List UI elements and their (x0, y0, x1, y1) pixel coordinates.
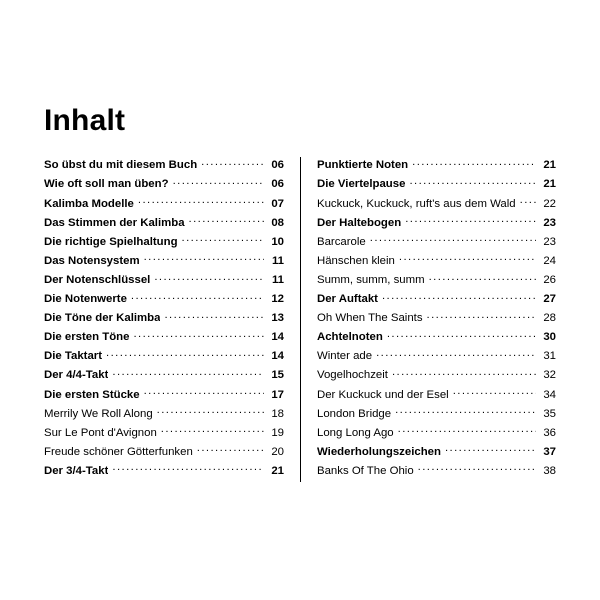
toc-entry-label: Die Taktart (44, 351, 103, 363)
toc-leader-dots (429, 272, 536, 283)
toc-leader-dots (387, 329, 536, 340)
toc-leader-dots (112, 367, 264, 378)
toc-entry[interactable] (44, 405, 284, 424)
toc-entry[interactable] (317, 176, 556, 195)
toc-entry-page-number: 27 (543, 293, 556, 306)
toc-leader-dots (382, 291, 536, 302)
toc-leader-dots (418, 463, 536, 474)
toc-entry-page-number: 28 (543, 312, 556, 325)
toc-entry-page-number: 26 (543, 273, 556, 286)
toc-entry[interactable] (44, 329, 284, 348)
toc-entry-page-number: 36 (543, 426, 556, 439)
toc-entry-label: Freude schöner Götterfunken (44, 446, 193, 458)
toc-entry-page-number: 14 (271, 350, 284, 363)
toc-leader-dots (445, 443, 536, 454)
toc-leader-dots (399, 252, 536, 263)
toc-entry-label: Wie oft soll man üben? (44, 179, 169, 191)
toc-entry-label: Banks Of The Ohio (317, 465, 414, 477)
toc-leader-dots (392, 367, 536, 378)
toc-entry[interactable] (44, 252, 284, 271)
toc-entry[interactable] (317, 195, 556, 214)
toc-leader-dots (376, 348, 536, 359)
toc-entry-label: Oh When The Saints (317, 313, 423, 325)
toc-entry-label: Achtelnoten (317, 332, 383, 344)
toc-entry-label: Summ, summ, summ (317, 274, 425, 286)
toc-entry[interactable] (317, 272, 556, 291)
toc-entry-label: London Bridge (317, 408, 392, 420)
toc-entry-page-number: 07 (271, 197, 284, 210)
toc-entry[interactable] (317, 310, 556, 329)
toc-entry-page-number: 21 (543, 159, 556, 172)
toc-entry[interactable] (44, 424, 284, 443)
toc-entry[interactable] (44, 443, 284, 462)
toc-entry-label: Die ersten Stücke (44, 389, 140, 401)
toc-leader-dots (133, 329, 264, 340)
toc-leader-dots (182, 233, 264, 244)
toc-leader-dots (106, 348, 264, 359)
toc-entry-page-number: 17 (271, 388, 284, 401)
toc-entry-page-number: 34 (543, 388, 556, 401)
toc-entry-page-number: 21 (543, 178, 556, 191)
toc-entry-page-number: 10 (271, 235, 284, 248)
toc-entry-page-number: 12 (271, 293, 284, 306)
toc-leader-dots (144, 252, 264, 263)
toc-leader-dots (144, 386, 264, 397)
toc-entry-label: Das Stimmen der Kalimba (44, 217, 185, 229)
toc-entry[interactable] (317, 214, 556, 233)
toc-entry[interactable] (317, 157, 556, 176)
toc-leader-dots (370, 233, 536, 244)
toc-entry-page-number: 21 (271, 464, 284, 477)
toc-leader-dots (154, 272, 264, 283)
toc-entry-label: Die Töne der Kalimba (44, 313, 161, 325)
toc-entry-label: Der 4/4-Takt (44, 370, 109, 382)
toc-entry-label: Wiederholungszeichen (317, 446, 441, 458)
toc-entry-page-number: 18 (271, 407, 284, 420)
toc-leader-dots (395, 405, 536, 416)
toc-entry-page-number: 13 (271, 312, 284, 325)
toc-entry-label: Vogelhochzeit (317, 370, 388, 382)
toc-entry[interactable] (317, 424, 556, 443)
toc-entry[interactable] (44, 157, 284, 176)
toc-column-left (44, 157, 300, 482)
toc-entry-page-number: 32 (543, 369, 556, 382)
toc-entry-label: So übst du mit diesem Buch (44, 160, 198, 172)
toc-entry-page-number: 22 (543, 197, 556, 210)
toc-entry-page-number: 23 (543, 216, 556, 229)
toc-entry-label: Der Notenschlüssel (44, 274, 151, 286)
toc-entry-label: Die Viertelpause (317, 179, 406, 191)
toc-column-right (300, 157, 556, 482)
toc-entry-label: Der 3/4-Takt (44, 465, 109, 477)
toc-leader-dots (412, 157, 536, 168)
toc-entry-label: Merrily We Roll Along (44, 408, 153, 420)
toc-entry-page-number: 37 (543, 445, 556, 458)
toc-entry-label: Barcarole (317, 236, 366, 248)
toc-leader-dots (398, 424, 536, 435)
toc-entry-page-number: 15 (271, 369, 284, 382)
toc-leader-dots (157, 405, 264, 416)
toc-leader-dots (138, 195, 264, 206)
toc-leader-dots (131, 291, 264, 302)
toc-entry-label: Hänschen klein (317, 255, 395, 267)
toc-leader-dots (197, 443, 264, 454)
toc-entry-label: Kuckuck, Kuckuck, ruft's aus dem Wald (317, 198, 516, 210)
toc-entry-label: Der Auftakt (317, 294, 378, 306)
toc-entry[interactable] (44, 272, 284, 291)
toc-entry-page-number: 24 (543, 254, 556, 267)
toc-entry-page-number: 19 (271, 426, 284, 439)
toc-entry[interactable] (317, 367, 556, 386)
toc-entry[interactable] (44, 176, 284, 195)
toc-entry[interactable] (44, 367, 284, 386)
toc-entry-page-number: 35 (543, 407, 556, 420)
toc-entry-label: Punktierte Noten (317, 160, 409, 172)
toc-leader-dots (201, 157, 264, 168)
page-title: Inhalt (44, 104, 126, 137)
toc-leader-dots (427, 310, 536, 321)
toc-entry[interactable] (317, 291, 556, 310)
toc-leader-dots (453, 386, 536, 397)
toc-entry-label: Sur Le Pont d'Avignon (44, 427, 157, 439)
toc-entry[interactable] (317, 463, 556, 482)
toc-entry[interactable] (44, 195, 284, 214)
toc-leader-dots (189, 214, 264, 225)
toc-entry-page-number: 11 (271, 273, 284, 286)
toc-entry-page-number: 06 (271, 159, 284, 172)
toc-entry[interactable] (44, 310, 284, 329)
toc-entry-label: Die ersten Töne (44, 332, 130, 344)
toc-columns (44, 157, 560, 482)
toc-leader-dots (173, 176, 264, 187)
toc-entry[interactable] (44, 348, 284, 367)
toc-entry[interactable] (317, 252, 556, 271)
toc-entry-label: Long Long Ago (317, 427, 394, 439)
toc-entry-page-number: 08 (271, 216, 284, 229)
toc-leader-dots (409, 176, 536, 187)
toc-entry-label: Winter ade (317, 351, 373, 363)
toc-entry[interactable] (44, 291, 284, 310)
toc-entry[interactable] (317, 405, 556, 424)
toc-leader-dots (112, 463, 264, 474)
toc-entry[interactable] (44, 214, 284, 233)
toc-entry-page-number: 30 (543, 331, 556, 344)
toc-entry-label: Der Haltebogen (317, 217, 402, 229)
toc-leader-dots (164, 310, 264, 321)
toc-entry-page-number: 23 (543, 235, 556, 248)
toc-leader-dots (520, 195, 536, 206)
toc-entry-page-number: 14 (271, 331, 284, 344)
toc-entry-label: Die richtige Spielhaltung (44, 236, 178, 248)
toc-entry-page-number: 11 (271, 254, 284, 267)
toc-entry[interactable] (317, 386, 556, 405)
toc-entry-page-number: 06 (271, 178, 284, 191)
toc-entry[interactable] (317, 329, 556, 348)
toc-leader-dots (405, 214, 536, 225)
toc-entry[interactable] (317, 233, 556, 252)
toc-entry-page-number: 20 (271, 445, 284, 458)
toc-entry-label: Kalimba Modelle (44, 198, 134, 210)
toc-entry[interactable] (317, 443, 556, 462)
toc-entry[interactable] (317, 348, 556, 367)
toc-entry-label: Der Kuckuck und der Esel (317, 389, 449, 401)
toc-entry-page-number: 31 (543, 350, 556, 363)
toc-leader-dots (161, 424, 264, 435)
toc-entry[interactable] (44, 233, 284, 252)
toc-entry-label: Das Notensystem (44, 255, 140, 267)
toc-entry-page-number: 38 (543, 464, 556, 477)
toc-entry[interactable] (44, 463, 284, 482)
toc-entry-label: Die Notenwerte (44, 294, 127, 306)
toc-entry[interactable] (44, 386, 284, 405)
